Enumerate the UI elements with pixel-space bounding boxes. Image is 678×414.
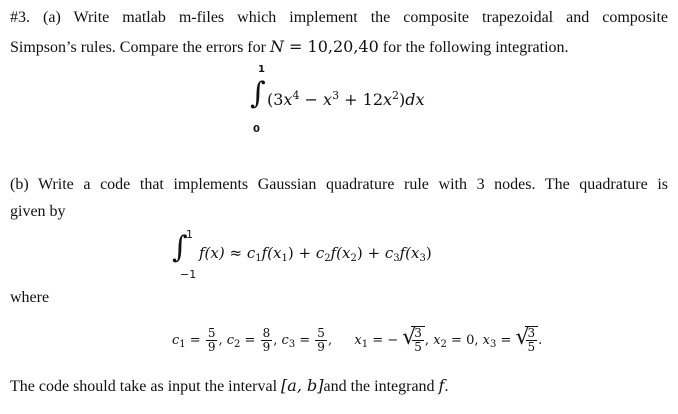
- integral-sign-icon: ∫: [172, 230, 188, 265]
- sqrt-icon: √: [515, 325, 530, 350]
- node-x1: $x_1$ = − √ $\frac{3}{5}$ ,: [354, 325, 430, 354]
- question-b-line-1: (b) Write a code that implements Gaussian quadrature rule with 3 nodes. The quadrature is: [10, 176, 668, 193]
- closing-line: The code should take as input the interval [a, b]and the integrand f.: [10, 376, 449, 395]
- node-x2: $x_2 = 0$,: [433, 332, 483, 350]
- integral-a-lower: 0: [253, 124, 260, 135]
- n-values: = 10,20,40: [283, 37, 379, 56]
- weight-c1: $c_1$ = $\frac{5}{9}$ ,: [172, 325, 227, 354]
- weight-c2: $c_2$ = $\frac{8}{9}$ ,: [226, 325, 282, 354]
- integral-b: [172, 224, 532, 284]
- interval-symbol: [a, b]: [281, 376, 324, 395]
- integrand-symbol: f: [438, 376, 445, 395]
- question-a-line-2: [10, 37, 569, 57]
- quadrature-rule: $f(x) \approx c_1f(x_1) + c_2f(x_2) + c_3f(x_3)$: [199, 244, 432, 264]
- integral-a: [240, 64, 540, 139]
- weights-and-nodes: [172, 326, 542, 366]
- integral-b-lower: −1: [180, 268, 197, 281]
- line2-tail: for the following integration.: [378, 39, 569, 56]
- sqrt-icon: √: [402, 325, 417, 350]
- integral-sign-icon: ∫: [250, 76, 266, 111]
- line2-text: Simpson’s rules. Compare the errors for: [10, 39, 270, 56]
- question-a-line-1: #3. (a) Write matlab m-files which implement the composite trapezoidal and composite: [10, 9, 668, 26]
- integral-b-upper: 1: [186, 228, 193, 241]
- weight-c3: $c_3$ = $\frac{5}{9}$ ,: [281, 325, 333, 354]
- where-label: where: [10, 289, 50, 306]
- integral-a-integrand: $(3x^4 - x^3 + 12x^2)dx$: [267, 89, 425, 109]
- node-x3: $x_3$ = √ $\frac{3}{5}$ .: [482, 325, 543, 354]
- n-symbol: N: [269, 37, 284, 56]
- question-b-line-2: given by: [10, 203, 66, 220]
- integral-a-upper: 1: [258, 64, 265, 75]
